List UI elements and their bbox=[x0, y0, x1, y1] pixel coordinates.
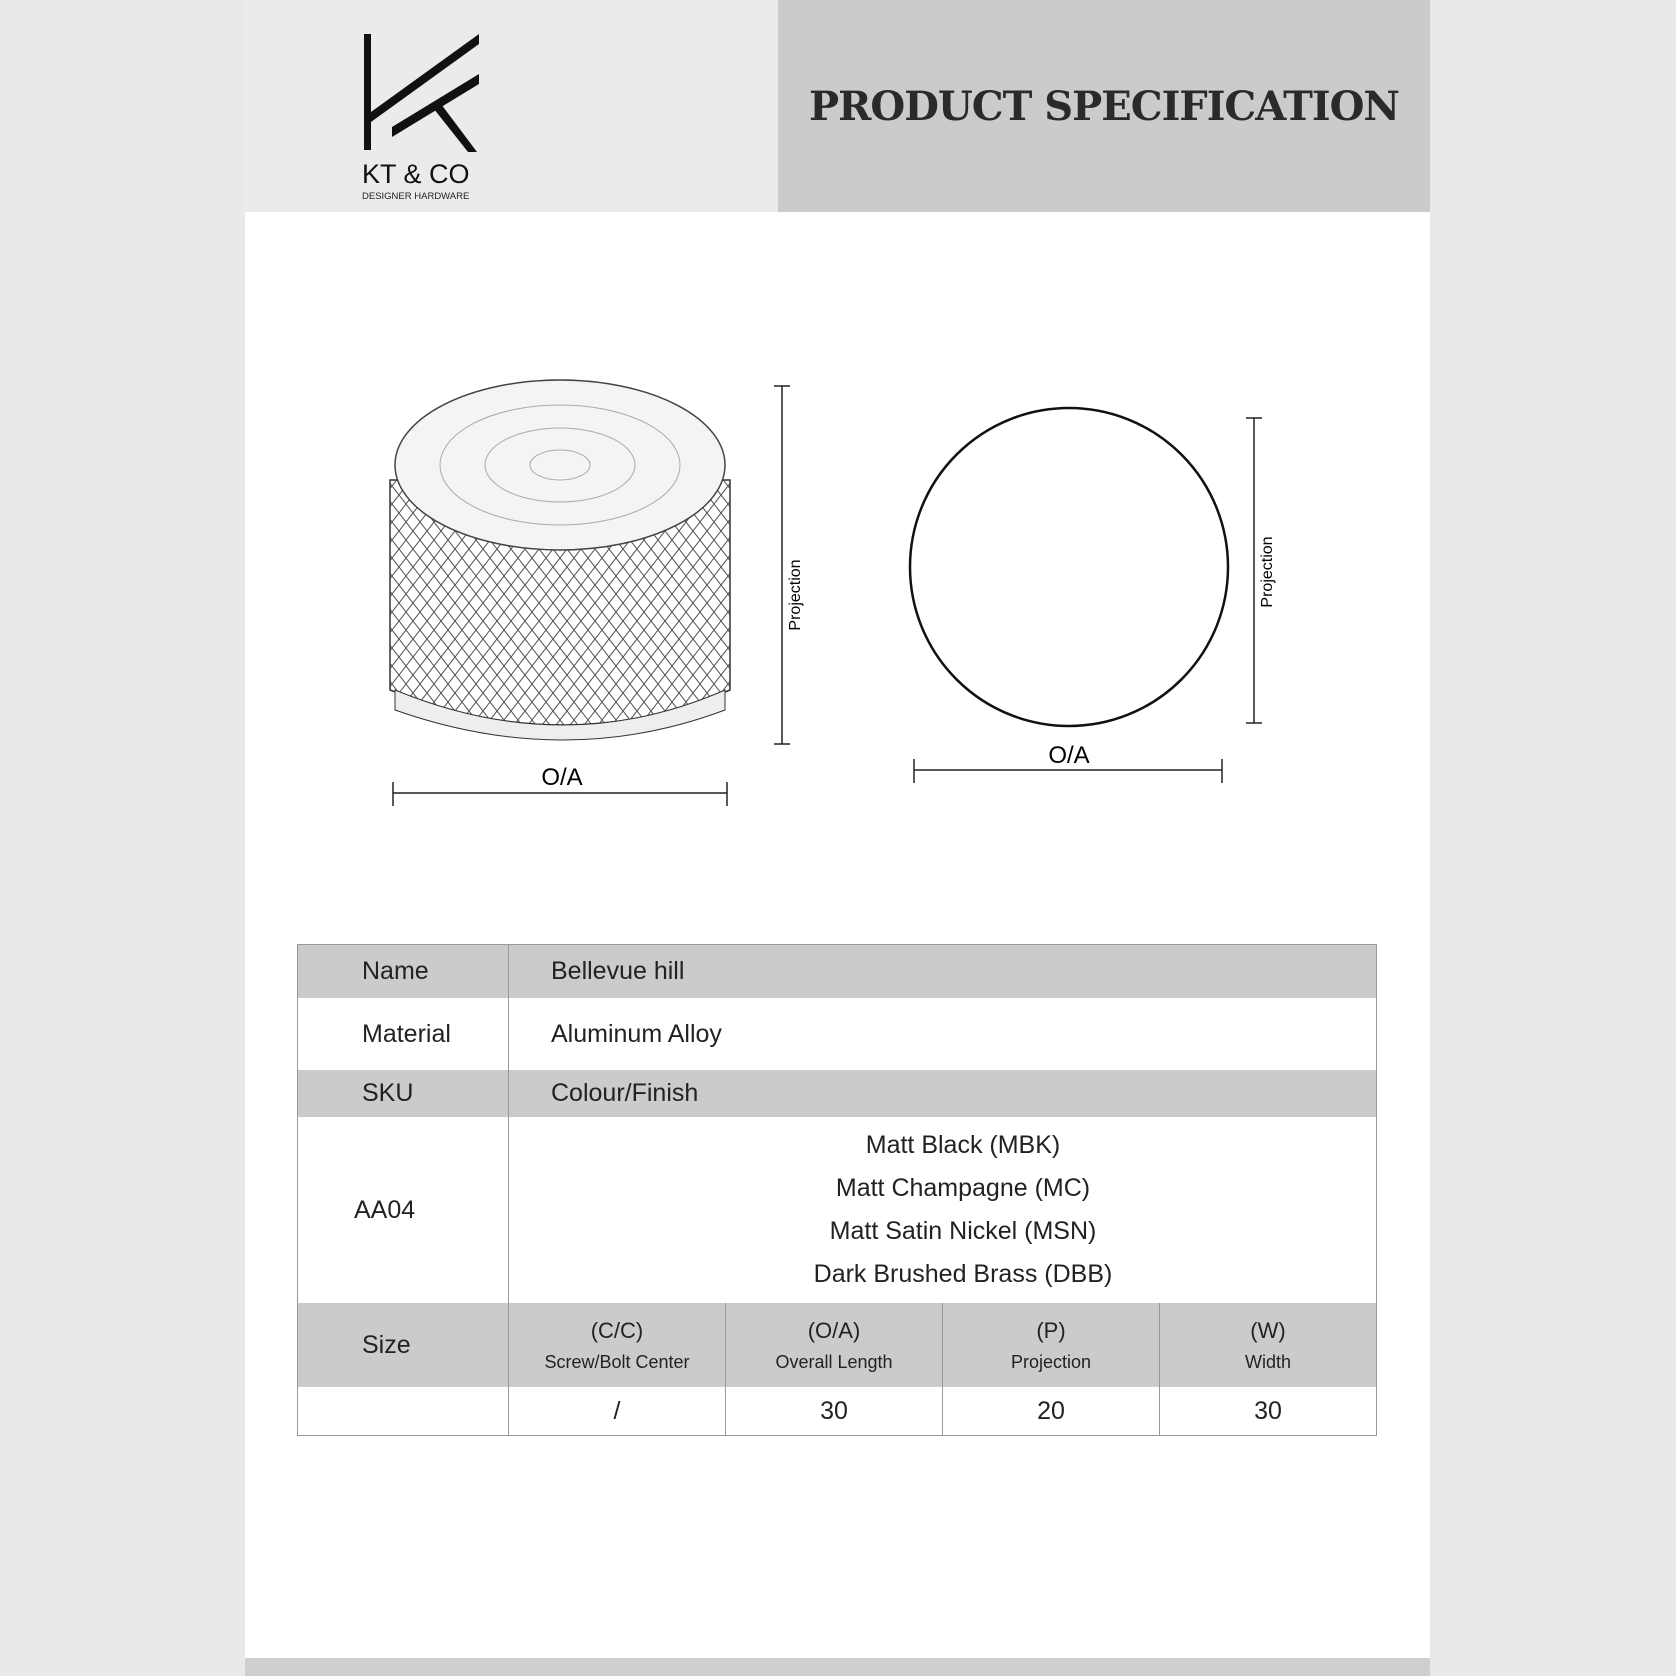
table-row-material bbox=[298, 998, 1376, 1070]
knob-perspective-image bbox=[390, 380, 730, 740]
sku-label: SKU bbox=[298, 1070, 509, 1117]
finish-item: Dark Brushed Brass (DBB) bbox=[813, 1260, 1113, 1288]
name-value: Bellevue hill bbox=[551, 957, 685, 985]
material-value: Aluminum Alloy bbox=[551, 1019, 722, 1048]
knob-front-view bbox=[910, 408, 1228, 726]
size-code: (C/C) bbox=[590, 1317, 644, 1343]
finish-item: Matt Champagne (MC) bbox=[835, 1174, 1091, 1202]
brand-tagline: DESIGNER HARDWARE bbox=[362, 191, 470, 202]
finish-label: Colour/Finish bbox=[551, 1079, 699, 1107]
finish-item: Matt Black (MBK) bbox=[865, 1131, 1061, 1159]
size-desc: Width bbox=[1244, 1351, 1291, 1372]
table-row-name bbox=[298, 945, 1376, 998]
spec-table bbox=[297, 944, 1377, 1436]
size-value-oa: 30 bbox=[726, 1387, 943, 1435]
table-row-size-header bbox=[298, 1303, 1376, 1387]
material-label: Material bbox=[298, 998, 509, 1070]
table-row-sku bbox=[298, 1117, 1376, 1303]
size-code: (W) bbox=[1250, 1317, 1286, 1343]
projection-label-right: Projection bbox=[1259, 536, 1276, 608]
brand-name: KT & CO bbox=[362, 159, 470, 189]
size-desc: Screw/Bolt Center bbox=[544, 1351, 690, 1372]
name-label: Name bbox=[298, 945, 509, 998]
size-col-cc bbox=[509, 1303, 726, 1387]
size-value-w: 30 bbox=[1254, 1396, 1282, 1425]
finish-item: Matt Satin Nickel (MSN) bbox=[829, 1217, 1097, 1245]
oa-label-left: O/A bbox=[541, 764, 583, 791]
size-col-p bbox=[943, 1303, 1160, 1387]
table-row-size-values bbox=[298, 1387, 1376, 1435]
finish-list bbox=[509, 1117, 1376, 1303]
size-code: (O/A) bbox=[807, 1317, 861, 1343]
size-desc: Overall Length bbox=[775, 1351, 893, 1372]
oa-label-right: O/A bbox=[1048, 742, 1090, 769]
size-col-oa bbox=[726, 1303, 943, 1387]
size-desc: Projection bbox=[1010, 1351, 1092, 1372]
size-label: Size bbox=[298, 1303, 509, 1387]
size-code: (P) bbox=[1036, 1317, 1066, 1343]
page-title: PRODUCT SPECIFICATION bbox=[809, 82, 1399, 130]
sku-value: AA04 bbox=[298, 1117, 509, 1303]
empty-cell bbox=[298, 1387, 509, 1435]
size-value-p: 20 bbox=[943, 1387, 1160, 1435]
projection-label-left: Projection bbox=[787, 559, 804, 631]
size-value-cc: / bbox=[509, 1387, 726, 1435]
table-row-sku-header bbox=[298, 1070, 1376, 1117]
size-col-w bbox=[1160, 1303, 1376, 1387]
